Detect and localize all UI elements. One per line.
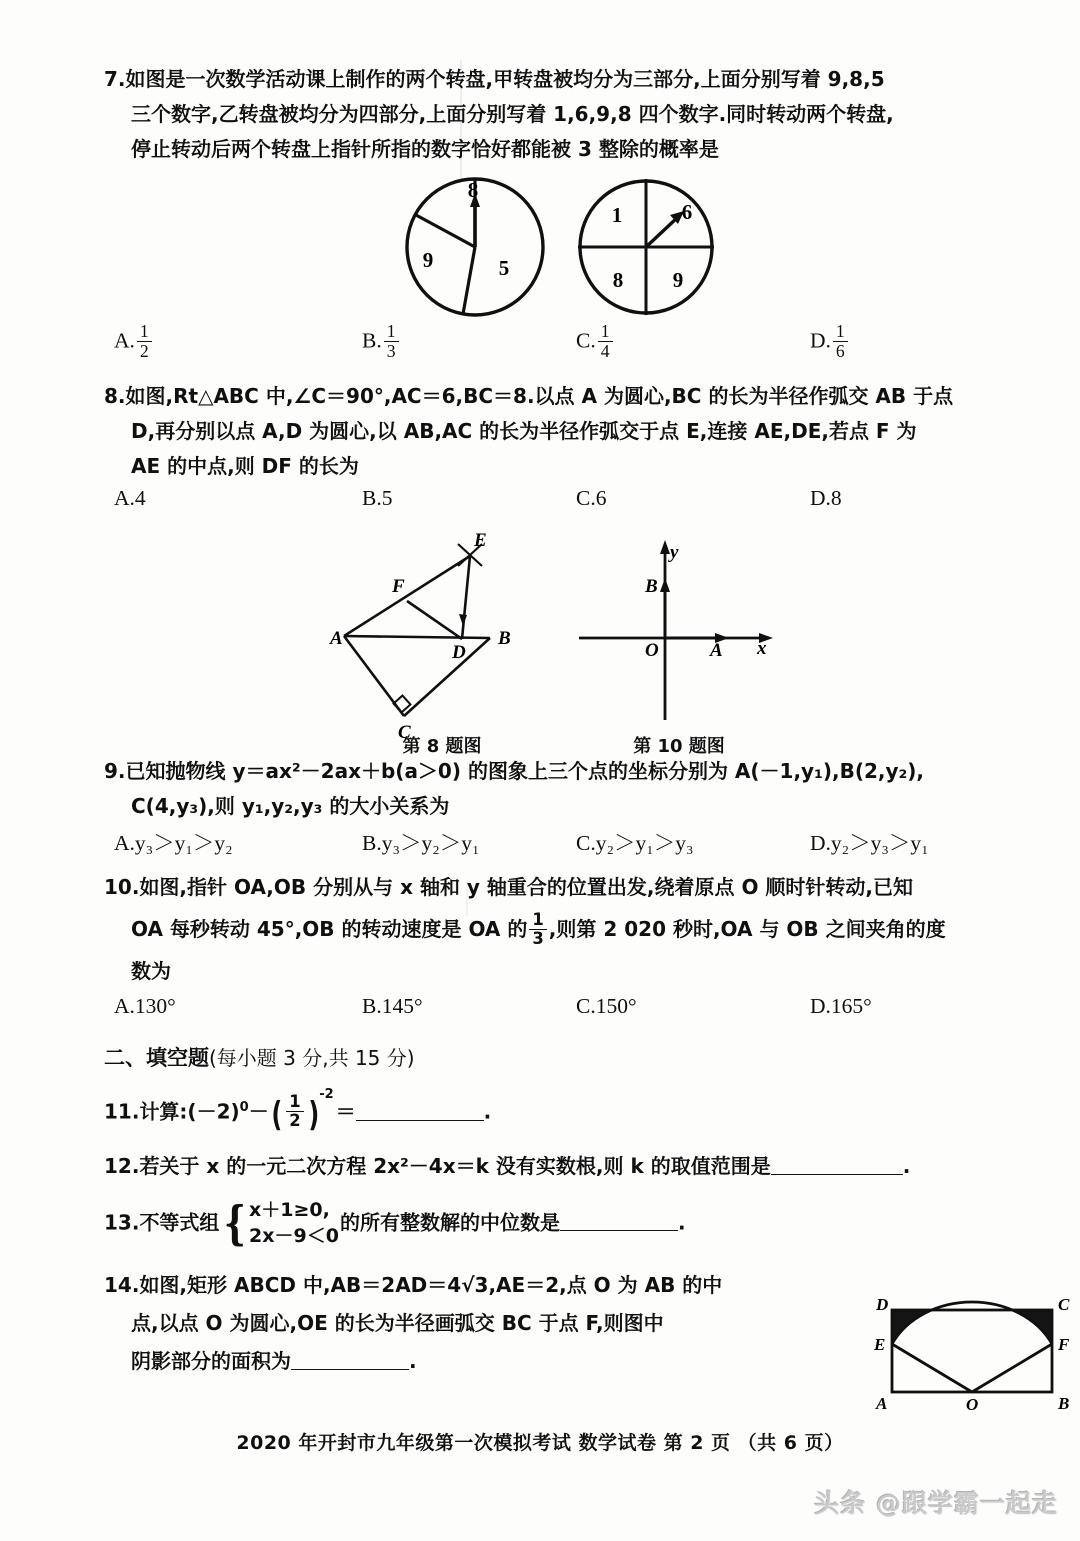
question-8-line-3: AE 的中点,则 DF 的长为 (131, 454, 359, 478)
question-9-number: 9. (104, 759, 126, 783)
spinner-b-sector-6: 6 (681, 200, 693, 224)
section-2-heading (104, 1042, 984, 1072)
question-8 (104, 379, 984, 484)
question-14-line-3: 阴影部分的面积为 . (131, 1348, 417, 1373)
figure-8 (322, 526, 562, 758)
option-7-c-fraction: $\frac{1}{4}$ (598, 322, 613, 361)
option-7-a[interactable] (114, 323, 154, 362)
spinner-b-sector-9: 9 (672, 268, 684, 292)
exam-content (104, 62, 984, 1382)
question-11-answer-blank[interactable] (356, 1099, 484, 1121)
question-12-suffix: . (902, 1153, 911, 1178)
section-2-note: (每小题 3 分,共 15 分) (209, 1046, 415, 1070)
option-9-a[interactable]: A.y₃＞y₁＞y₂ (114, 831, 233, 855)
option-7-a-fraction: $\frac{1}{2}$ (137, 322, 152, 361)
question-11-equals: ＝ (335, 1099, 356, 1124)
spinner-b-svg (574, 175, 719, 320)
spinner-b-sector-1: 1 (611, 203, 623, 227)
question-13-system (220, 1197, 339, 1249)
option-8-d[interactable]: D.8 (810, 486, 842, 510)
figure-10-caption: 第 10 题图 (633, 736, 725, 757)
spinner-a-sector-5: 5 (498, 256, 510, 280)
question-10 (104, 866, 984, 992)
figure-14-label-D: D (876, 1295, 889, 1314)
figure-8-label-A: A (330, 628, 343, 649)
figure-14-label-B: B (1058, 1394, 1070, 1413)
figure-8-label-D: D (452, 642, 466, 663)
option-7-d-fraction: $\frac{1}{6}$ (833, 322, 848, 361)
question-10-number: 10. (104, 875, 140, 899)
question-13-prefix: 不等式组 (139, 1210, 220, 1235)
option-8-b[interactable]: B.5 (362, 486, 393, 510)
option-8-c[interactable]: C.6 (576, 486, 607, 510)
question-11-prefix: 计算:(－2) (139, 1099, 240, 1124)
question-7-line-1: 如图是一次数学活动课上制作的两个转盘,甲转盘被均分为三部分,上面分别写着 9,8,5 (125, 67, 885, 91)
figure-10-label-B: B (645, 576, 658, 597)
figure-10-label-x: x (757, 638, 767, 659)
figure-8-svg (322, 526, 562, 743)
figure-8-label-C: C (398, 722, 411, 743)
question-11-paren-fraction: ( $\frac{1}{2}$ )$^{-2}$ (271, 1087, 334, 1135)
question-8-options (104, 486, 984, 526)
figure-10-label-O: O (645, 640, 659, 661)
option-9-d[interactable]: D.y₂＞y₃＞y₁ (810, 831, 929, 855)
question-9-options (104, 826, 984, 866)
question-11: 11.计算$:(-2)^0-$( $\frac{1}{2}$ )$^{-2}$＝ . (104, 1087, 492, 1135)
figure-14-label-C: C (1058, 1295, 1070, 1314)
question-13 (104, 1195, 984, 1250)
question-10-options (104, 994, 984, 1034)
question-13-text-after: 的所有整数解的中位数是 (339, 1210, 560, 1235)
question-13-answer-blank[interactable] (560, 1209, 678, 1231)
spinner-a-sector-8: 8 (467, 178, 479, 202)
question-7-line-3: 停止转动后两个转盘上指针所指的数字恰好都能被 3 整除的概率是 (131, 137, 719, 161)
question-10-line-1: 如图,指针 OA,OB 分别从与 x 轴和 y 轴重合的位置出发,绕着原点 O 顺时针转动,已知 (139, 875, 914, 899)
figure-10-label-A: A (710, 640, 723, 661)
question-7-line-2: 三个数字,乙转盘被均分为四部分,上面分别写着 1,6,9,8 四个数字.同时转动两个转盘, (131, 102, 894, 126)
question-7-number: 7. (104, 67, 126, 91)
option-7-b-fraction: $\frac{1}{3}$ (384, 322, 399, 361)
figure-14-label-O: O (966, 1395, 979, 1414)
question-14-line-1: 如图,矩形 ABCD 中,AB＝2AD＝4√3,AE＝2,点 O 为 AB 的中 (139, 1272, 723, 1297)
brace-icon: { (224, 1195, 247, 1250)
question-11-exponent-zero: 0 (239, 1100, 249, 1115)
spinner-a-figure (400, 171, 550, 326)
option-7-c-label: C. (576, 328, 596, 353)
question-7-options (104, 323, 984, 379)
question-10-line-2: OA 每秒转动 45°,OB 的转动速度是 OA 的 $\frac{1}{3}$ ,则第 2 020 秒时,OA 与 OB 之间夹角的度 (131, 910, 946, 948)
spinner-figure-group (104, 171, 984, 323)
question-14-line-2: 点,以点 O 为圆心,OE 的长为半径画弧交 BC 于点 F,则图中 (131, 1310, 664, 1335)
option-7-d[interactable] (810, 323, 850, 362)
question-14 (104, 1266, 764, 1380)
watermark: 头条 @跟学霸一起走 (814, 1489, 1058, 1518)
figure-14-label-A: A (876, 1394, 888, 1413)
question-14-suffix: . (409, 1348, 417, 1373)
section-2-title: 二、填空题 (104, 1046, 209, 1070)
figure-14-label-E: E (874, 1335, 886, 1354)
question-9 (104, 754, 984, 824)
question-8-line-2: D,再分别以点 A,D 为圆心,以 AB,AC 的长为半径作弧交于点 E,连接 AE,DE,若点 F 为 (131, 419, 917, 443)
spinner-b-figure (574, 175, 719, 325)
option-10-d[interactable]: D.165° (810, 994, 872, 1018)
question-12-number: 12. (104, 1153, 140, 1178)
option-10-c[interactable]: C.150° (576, 994, 637, 1018)
question-14-number: 14. (104, 1272, 140, 1297)
option-7-b[interactable] (362, 323, 401, 362)
spinner-a-svg (400, 171, 550, 321)
question-8-line-1: 如图,Rt△ABC 中,∠C＝90°,AC＝6,BC＝8.以点 A 为圆心,BC 的长为半径作弧交 AB 于点 (125, 384, 954, 408)
option-7-d-label: D. (810, 328, 831, 353)
question-13-suffix: . (677, 1210, 686, 1235)
option-7-c[interactable] (576, 323, 615, 362)
option-10-b[interactable]: B.145° (362, 994, 423, 1018)
figure-10 (569, 530, 789, 758)
option-8-a[interactable]: A.4 (114, 486, 146, 510)
question-11-number: 11. (104, 1099, 140, 1124)
question-13-inequality-1: x＋1≥0, (249, 1198, 330, 1221)
option-9-b[interactable]: B.y₃＞y₂＞y₁ (362, 831, 480, 855)
figure-8-label-E: E (474, 530, 487, 551)
figure-8-caption: 第 8 题图 (402, 736, 482, 757)
figure-group-8-10 (104, 526, 984, 757)
option-7-b-label: B. (362, 328, 382, 353)
question-9-line-2: C(4,y₃),则 y₁,y₂,y₃ 的大小关系为 (131, 794, 450, 818)
question-13-number: 13. (104, 1210, 140, 1235)
question-12-answer-blank[interactable] (771, 1153, 903, 1175)
page-footer: 2020 年开封市九年级第一次模拟考试 数学试卷 第 2 页 （共 6 页） (236, 1432, 844, 1454)
question-12 (104, 1149, 984, 1184)
question-7 (104, 62, 984, 167)
figure-8-label-B: B (498, 628, 511, 649)
figure-8-label-F: F (392, 576, 405, 597)
question-10-line-3: 数为 (131, 959, 171, 983)
question-11-suffix: . (483, 1099, 492, 1124)
question-14-answer-blank[interactable] (291, 1348, 409, 1370)
figure-10-svg (569, 530, 789, 726)
option-10-a[interactable]: A.130° (114, 994, 176, 1018)
figure-10-label-y: y (670, 542, 679, 563)
option-7-a-label: A. (114, 328, 135, 353)
figure-14-label-F: F (1058, 1335, 1070, 1354)
option-9-c[interactable]: C.y₂＞y₁＞y₃ (576, 831, 694, 855)
question-10-fraction-one-third: $\frac{1}{3}$ (529, 911, 546, 947)
spinner-b-sector-8: 8 (612, 268, 624, 292)
figure-14 (870, 1292, 1080, 1412)
spinner-a-sector-9: 9 (422, 248, 434, 272)
question-11-exponent-minus-two: -2 (319, 1087, 334, 1103)
question-13-inequality-2: 2x－9＜0 (249, 1224, 339, 1247)
figure-14-svg (870, 1292, 1080, 1412)
question-8-number: 8. (104, 384, 126, 408)
question-12-text: 若关于 x 的一元二次方程 2x²－4x＝k 没有实数根,则 k 的取值范围是 (139, 1153, 771, 1178)
question-9-line-1: 已知抛物线 y＝ax²－2ax＋b(a＞0) 的图象上三个点的坐标分别为 A(－1,y₁),B(2,y₂), (125, 759, 925, 783)
